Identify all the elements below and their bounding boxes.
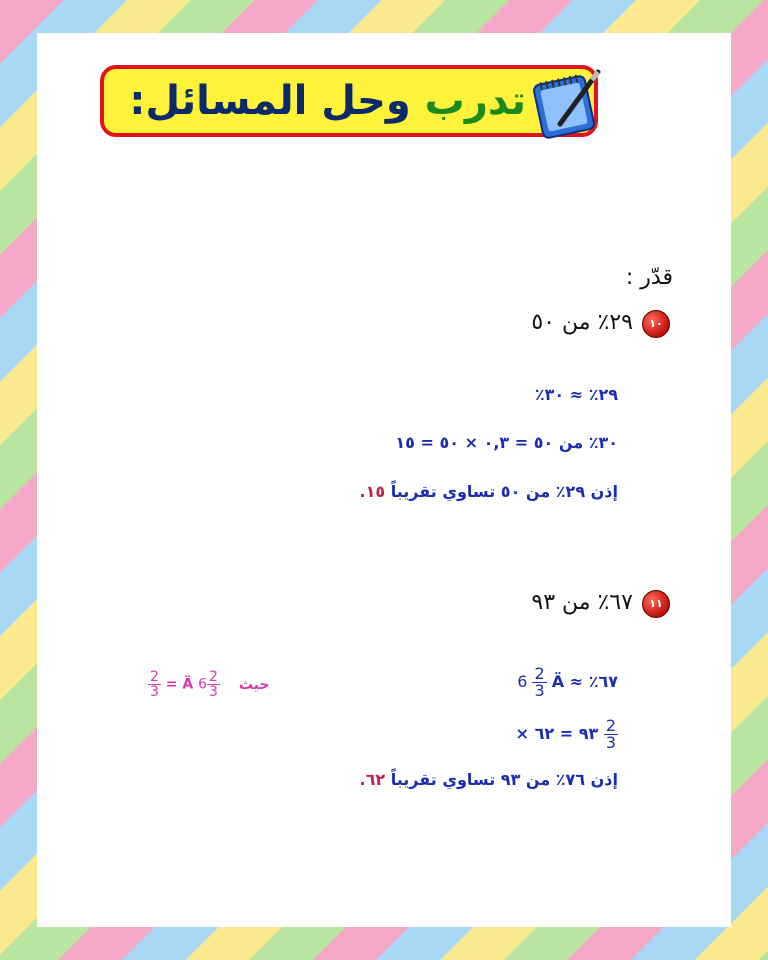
- problem-11-step2: [516, 718, 618, 751]
- side-note: $\frac{2}{3}$ = Ä 6 $\frac{2}{3}$ حيث: [150, 669, 270, 700]
- note-whole: 6: [198, 676, 208, 693]
- problem-11-conclusion-text: إذن ٧٦٪ من ٩٣ تساوي تقريباً: [390, 770, 618, 789]
- note-word: حيث: [238, 676, 270, 693]
- problem-11-answer: ٦٢.: [359, 770, 386, 789]
- problem-11-step2-expr: [516, 718, 618, 751]
- note-garbled-glyph: Ä: [182, 676, 194, 693]
- problem-11-prompt: ٦٧٪ من ٩٣: [531, 590, 633, 615]
- problem-11-conclusion: [360, 770, 618, 789]
- fraction-numerator: 2: [209, 669, 218, 685]
- fraction-numerator: 2: [534, 664, 545, 683]
- problem-10-conclusion-text: إذن ٢٩٪ من ٥٠ تساوي تقريباً: [390, 482, 618, 501]
- garbled-glyph: Ä: [551, 672, 565, 691]
- fraction-two-thirds-2: [604, 718, 618, 751]
- mixed-whole: 6: [517, 672, 528, 691]
- problem-10-step1: ٢٩٪ ≈ ٣٠٪: [534, 385, 618, 404]
- banner-title-part1: تدرب: [424, 78, 526, 124]
- note-fraction: [148, 670, 161, 699]
- fraction-denominator: 3: [150, 684, 159, 700]
- banner-title: [129, 75, 526, 127]
- fraction-denominator: 3: [534, 681, 545, 700]
- worksheet-page: [37, 33, 731, 927]
- fraction-numerator: 2: [605, 716, 616, 735]
- problem-10-conclusion: [360, 482, 618, 501]
- problem-11-step1: [517, 666, 618, 699]
- fraction-denominator: 3: [209, 684, 218, 700]
- problem-10-badge: ١٠: [642, 310, 670, 338]
- problem-11-badge: ١١: [642, 590, 670, 618]
- note-fraction-2: [207, 670, 220, 699]
- problem-11-mixed-number: [517, 666, 564, 699]
- problem-11-step1-lhs: ٦٧٪ ≈: [569, 672, 618, 691]
- instruction-text: قدّر :: [625, 265, 673, 290]
- problem-10-prompt: ٢٩٪ من ٥٠: [531, 310, 633, 335]
- section-banner: [100, 65, 598, 137]
- notebook-pen-icon: [528, 62, 608, 142]
- fraction-denominator: 3: [605, 733, 616, 752]
- fraction-two-thirds: [532, 666, 546, 699]
- fraction-numerator: 2: [150, 669, 159, 685]
- problem-11-step2-rhs: × ٩٣ = ٦٢: [515, 724, 599, 743]
- problem-10-answer: ١٥.: [359, 482, 386, 501]
- banner-title-part2: وحل المسائل:: [129, 78, 411, 124]
- problem-10-step2: ٣٠٪ من ٥٠ = ٠,٣ × ٥٠ = ١٥: [395, 433, 618, 452]
